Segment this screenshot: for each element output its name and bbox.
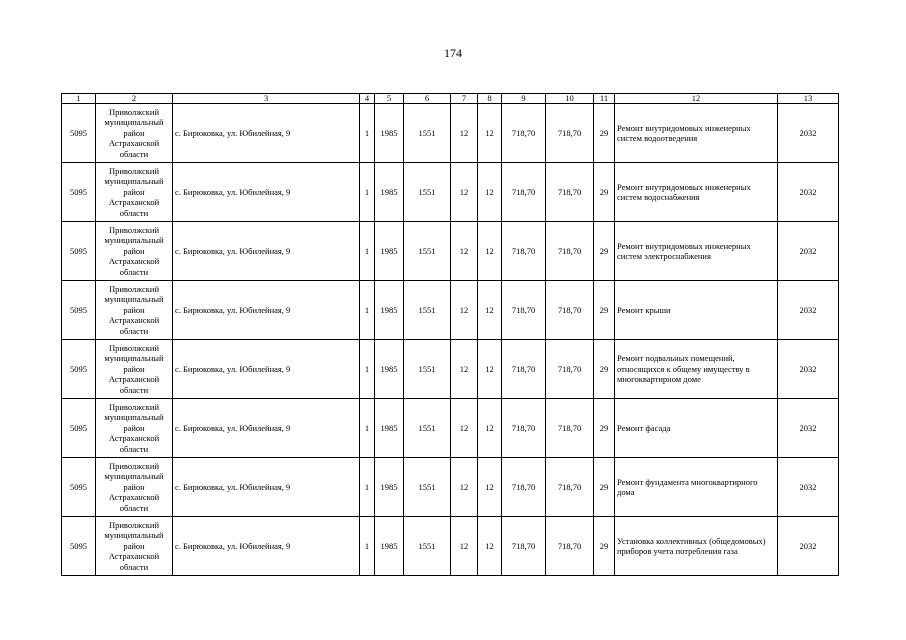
cell-id: 5095 xyxy=(62,281,96,340)
cell-district: Приволжский муниципальный район Астраханской области xyxy=(96,281,173,340)
cell-col9: 718,70 xyxy=(502,458,546,517)
cell-year: 1985 xyxy=(375,399,404,458)
column-header: 5 xyxy=(375,94,404,104)
table-row xyxy=(62,104,839,163)
cell-id: 5095 xyxy=(62,340,96,399)
cell-col7: 12 xyxy=(451,281,478,340)
cell-col7: 12 xyxy=(451,399,478,458)
cell-col8: 12 xyxy=(478,163,502,222)
cell-col6: 1551 xyxy=(404,222,451,281)
cell-col9: 718,70 xyxy=(502,340,546,399)
cell-col6: 1551 xyxy=(404,399,451,458)
cell-address: с. Бирюковка, ул. Юбилейная, 9 xyxy=(173,163,360,222)
cell-col10: 718,70 xyxy=(546,399,594,458)
table-row xyxy=(62,163,839,222)
cell-col4: 1 xyxy=(360,399,375,458)
cell-work-type: Ремонт фундамента многоквартирного дома xyxy=(615,458,778,517)
cell-col9: 718,70 xyxy=(502,517,546,576)
cell-id: 5095 xyxy=(62,222,96,281)
cell-col4: 1 xyxy=(360,163,375,222)
cell-address: с. Бирюковка, ул. Юбилейная, 9 xyxy=(173,222,360,281)
table-row xyxy=(62,222,839,281)
cell-col4: 1 xyxy=(360,340,375,399)
cell-id: 5095 xyxy=(62,458,96,517)
cell-address: с. Бирюковка, ул. Юбилейная, 9 xyxy=(173,458,360,517)
cell-district: Приволжский муниципальный район Астраханской области xyxy=(96,517,173,576)
table-row xyxy=(62,399,839,458)
cell-plan-year: 2032 xyxy=(778,517,839,576)
page-number: 174 xyxy=(444,46,462,60)
column-header: 3 xyxy=(173,94,360,104)
cell-col11: 29 xyxy=(594,340,615,399)
cell-col11: 29 xyxy=(594,517,615,576)
cell-col11: 29 xyxy=(594,163,615,222)
cell-year: 1985 xyxy=(375,458,404,517)
cell-work-type: Ремонт подвальных помещений, относящихся к общему имуществу в многоквартирном доме xyxy=(615,340,778,399)
cell-year: 1985 xyxy=(375,104,404,163)
cell-col7: 12 xyxy=(451,517,478,576)
column-header: 6 xyxy=(404,94,451,104)
cell-col11: 29 xyxy=(594,222,615,281)
cell-col4: 1 xyxy=(360,281,375,340)
cell-year: 1985 xyxy=(375,222,404,281)
cell-col7: 12 xyxy=(451,163,478,222)
column-header: 10 xyxy=(546,94,594,104)
cell-col6: 1551 xyxy=(404,517,451,576)
column-header: 11 xyxy=(594,94,615,104)
cell-id: 5095 xyxy=(62,399,96,458)
cell-col10: 718,70 xyxy=(546,340,594,399)
cell-plan-year: 2032 xyxy=(778,222,839,281)
cell-district: Приволжский муниципальный район Астраханской области xyxy=(96,163,173,222)
cell-col11: 29 xyxy=(594,281,615,340)
cell-col6: 1551 xyxy=(404,340,451,399)
column-header: 13 xyxy=(778,94,839,104)
cell-col8: 12 xyxy=(478,340,502,399)
cell-id: 5095 xyxy=(62,517,96,576)
cell-col11: 29 xyxy=(594,458,615,517)
cell-address: с. Бирюковка, ул. Юбилейная, 9 xyxy=(173,399,360,458)
cell-col6: 1551 xyxy=(404,104,451,163)
cell-col10: 718,70 xyxy=(546,104,594,163)
table-row xyxy=(62,458,839,517)
column-header: 12 xyxy=(615,94,778,104)
cell-col11: 29 xyxy=(594,104,615,163)
table-row xyxy=(62,281,839,340)
cell-col8: 12 xyxy=(478,399,502,458)
cell-address: с. Бирюковка, ул. Юбилейная, 9 xyxy=(173,517,360,576)
column-number-row xyxy=(62,94,839,104)
cell-work-type: Ремонт внутридомовых инженерных систем водоотведения xyxy=(615,104,778,163)
cell-col7: 12 xyxy=(451,340,478,399)
cell-col6: 1551 xyxy=(404,281,451,340)
column-header: 8 xyxy=(478,94,502,104)
cell-plan-year: 2032 xyxy=(778,163,839,222)
cell-district: Приволжский муниципальный район Астраханской области xyxy=(96,104,173,163)
cell-col8: 12 xyxy=(478,281,502,340)
cell-col9: 718,70 xyxy=(502,281,546,340)
cell-col4: 1 xyxy=(360,104,375,163)
cell-col10: 718,70 xyxy=(546,458,594,517)
cell-col8: 12 xyxy=(478,458,502,517)
cell-col4: 1 xyxy=(360,458,375,517)
cell-col10: 718,70 xyxy=(546,163,594,222)
cell-year: 1985 xyxy=(375,281,404,340)
cell-plan-year: 2032 xyxy=(778,104,839,163)
cell-col9: 718,70 xyxy=(502,104,546,163)
table-row xyxy=(62,517,839,576)
cell-plan-year: 2032 xyxy=(778,458,839,517)
cell-col9: 718,70 xyxy=(502,399,546,458)
cell-address: с. Бирюковка, ул. Юбилейная, 9 xyxy=(173,104,360,163)
cell-col4: 1 xyxy=(360,222,375,281)
cell-year: 1985 xyxy=(375,163,404,222)
cell-district: Приволжский муниципальный район Астраханской области xyxy=(96,340,173,399)
cell-district: Приволжский муниципальный район Астраханской области xyxy=(96,222,173,281)
cell-col7: 12 xyxy=(451,458,478,517)
cell-year: 1985 xyxy=(375,340,404,399)
cell-col10: 718,70 xyxy=(546,222,594,281)
cell-work-type: Ремонт фасада xyxy=(615,399,778,458)
cell-work-type: Ремонт крыши xyxy=(615,281,778,340)
cell-col6: 1551 xyxy=(404,458,451,517)
column-header: 2 xyxy=(96,94,173,104)
column-header: 4 xyxy=(360,94,375,104)
column-header: 1 xyxy=(62,94,96,104)
cell-col8: 12 xyxy=(478,517,502,576)
cell-plan-year: 2032 xyxy=(778,281,839,340)
cell-col8: 12 xyxy=(478,222,502,281)
cell-col9: 718,70 xyxy=(502,163,546,222)
cell-id: 5095 xyxy=(62,104,96,163)
cell-col9: 718,70 xyxy=(502,222,546,281)
cell-year: 1985 xyxy=(375,517,404,576)
cell-plan-year: 2032 xyxy=(778,399,839,458)
cell-work-type: Установка коллективных (общедомовых) приборов учета потребления газа xyxy=(615,517,778,576)
cell-work-type: Ремонт внутридомовых инженерных систем электроснабжения xyxy=(615,222,778,281)
cell-address: с. Бирюковка, ул. Юбилейная, 9 xyxy=(173,281,360,340)
cell-col10: 718,70 xyxy=(546,281,594,340)
cell-col6: 1551 xyxy=(404,163,451,222)
cell-id: 5095 xyxy=(62,163,96,222)
cell-col7: 12 xyxy=(451,104,478,163)
cell-col11: 29 xyxy=(594,399,615,458)
cell-plan-year: 2032 xyxy=(778,340,839,399)
column-header: 7 xyxy=(451,94,478,104)
cell-district: Приволжский муниципальный район Астраханской области xyxy=(96,399,173,458)
cell-col7: 12 xyxy=(451,222,478,281)
cell-col8: 12 xyxy=(478,104,502,163)
cell-district: Приволжский муниципальный район Астраханской области xyxy=(96,458,173,517)
capital-repair-table xyxy=(61,93,839,576)
cell-col10: 718,70 xyxy=(546,517,594,576)
table-row xyxy=(62,340,839,399)
cell-col4: 1 xyxy=(360,517,375,576)
column-header: 9 xyxy=(502,94,546,104)
cell-address: с. Бирюковка, ул. Юбилейная, 9 xyxy=(173,340,360,399)
cell-work-type: Ремонт внутридомовых инженерных систем водоснабжения xyxy=(615,163,778,222)
